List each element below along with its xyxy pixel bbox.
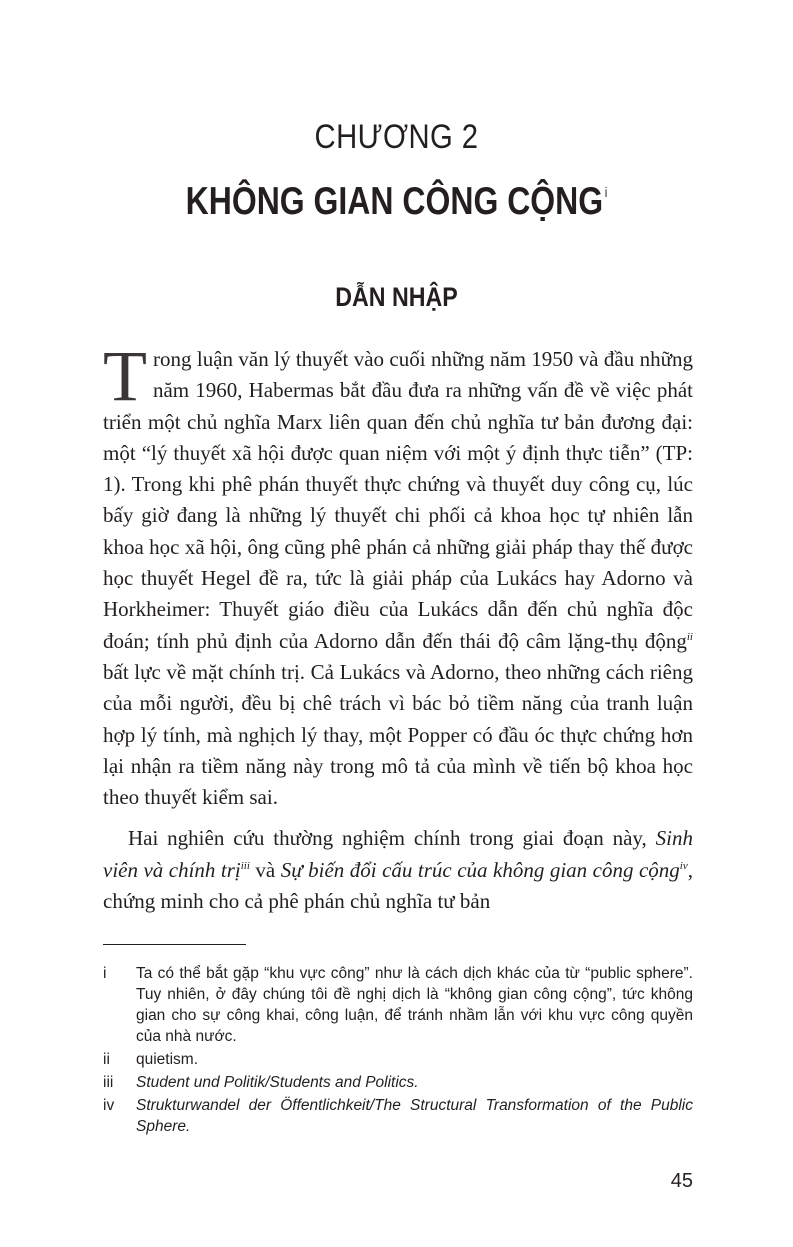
section-title: DẪN NHẬP [335,282,458,312]
chapter-title-text: KHÔNG GIAN CÔNG CỘNG [185,180,604,223]
footnote-item [103,1095,693,1137]
footnote-text: Ta có thể bắt gặp “khu vực công” như là cách dịch khác của từ “public sphere”. Tuy nhiên, ở đây chúng tôi đề nghị dịch là “không gian công cộng”, tức không gian cho sự công khai, công luận, để tránh nhầm lẫn với khu vực công quyền của nhà nước. [136,965,693,1045]
paragraph-2-text-b: và [249,857,281,882]
paragraph-1-text-a: rong luận văn lý thuyết vào cuối những năm 1950 và đầu những năm 1960, Habermas bắt đầu đưa ra những vấn đề về việc phát triển một chủ nghĩa Marx liên quan đến chủ nghĩa tư bản đương đại: một “lý thuyết xã hội được quan niệm với một ý định thực tiễn” (TP: 1). Trong khi phê phán thuyết thực chứng và thuyết duy công cụ, lúc bấy giờ đang là những lý thuyết chi phối cả khoa học tự nhiên lẫn khoa học xã hội, ông cũng phê phán cả những giải pháp thay thế được học thuyết Hegel đề ra, tức là giải pháp của Lukács hay Adorno và Horkheimer: Thuyết giáo điều của Lukács dẫn đến chủ nghĩa độc đoán; tính phủ định của Adorno dẫn đến thái độ câm lặng-thụ động [103,347,693,653]
paragraph-2-text-c: , chứng minh cho cả phê phán chủ nghĩa tư bản [103,857,693,914]
paragraph-2-text-a: Hai nghiên cứu thường nghiệm chính trong giai đoạn này, [128,826,656,851]
footnote-item [103,1049,693,1070]
footnote-ref-iii: iii [240,859,250,872]
footnote-mark: ii [103,1051,110,1068]
paragraph-2 [103,823,693,917]
footnote-item [103,1072,693,1093]
paragraph-1 [103,336,693,813]
footnote-mark: i [103,965,107,982]
chapter-title-footnote-ref: i [604,184,608,200]
footnote-text: Student und Politik/Students and Politics. [136,1074,419,1091]
drop-cap: T [103,336,147,416]
body-text [103,336,693,917]
chapter-label: CHƯƠNG 2 [314,118,479,156]
paragraph-2-italic-a: Sinh viên và chính trị [103,826,693,882]
footnote-ref-iv: iv [679,859,688,872]
footnote-ref-ii: ii [686,630,693,643]
footnote-item [103,963,693,1047]
footnote-text: Strukturwandel der Öffentlichkeit/The Structural Transformation of the Public Sphere. [136,1097,693,1135]
footnote-text: quietism. [136,1051,199,1068]
footnote-mark: iv [103,1097,115,1114]
chapter-title [71,180,721,224]
paragraph-2-italic-b: Sự biến đổi cấu trúc của không gian công cộng [280,857,680,882]
paragraph-1-text-b: bất lực về mặt chính trị. Cả Lukács và Adorno, theo những cách riêng của mỗi người, đều bị chê trách vì bác bỏ tiềm năng của tranh luận hợp lý tính, mà nghịch lý thay, một Popper có đầu óc thực chứng hơn lại nhận ra tiềm năng này trong mô tả của mình về tiến bộ khoa học theo thuyết kiểm sai. [103,659,693,810]
page-number: 45 [670,1170,693,1192]
footnotes [103,963,693,1137]
footnote-mark: iii [103,1074,114,1091]
footnote-divider [103,944,246,945]
